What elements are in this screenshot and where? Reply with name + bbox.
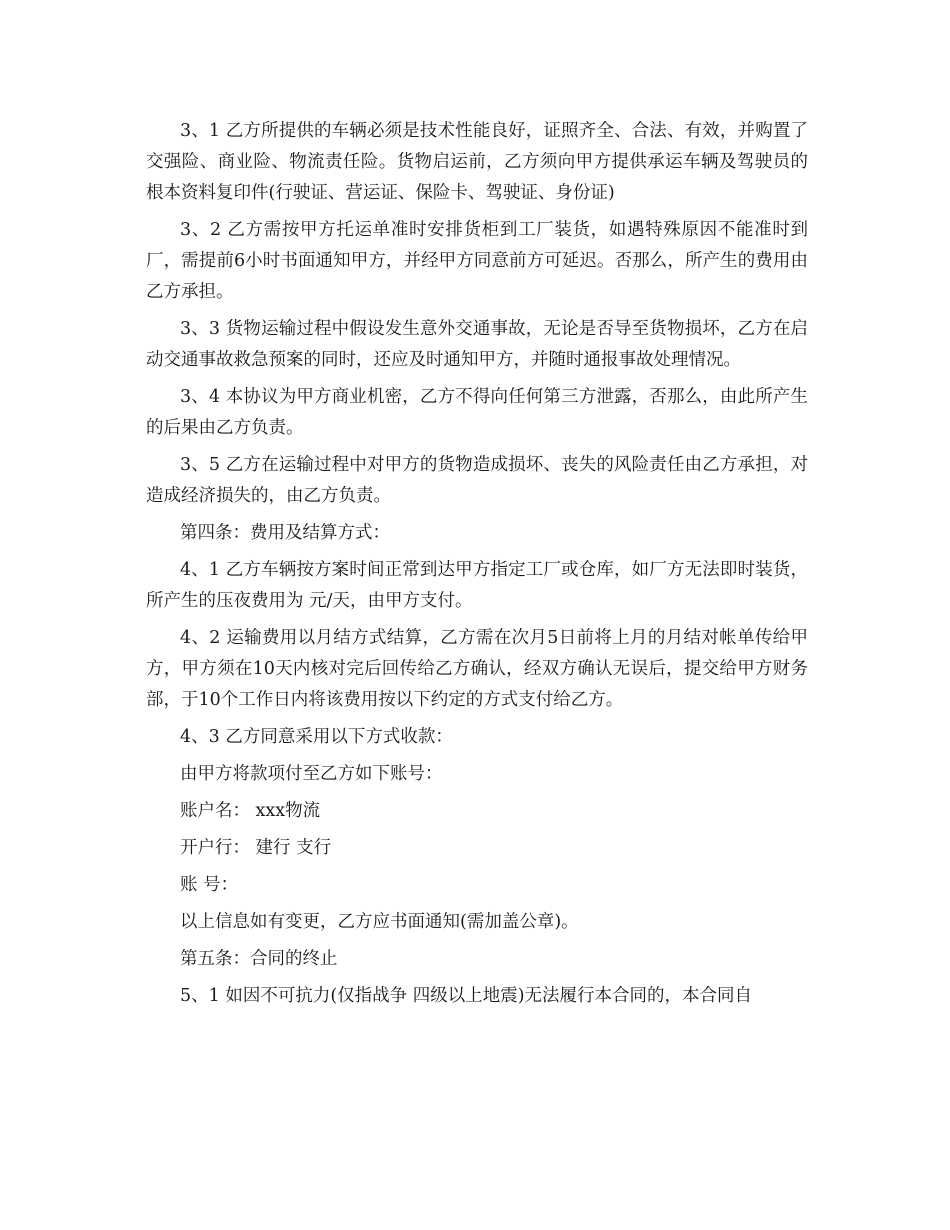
account-number: 账 号： [180, 875, 239, 895]
clause-5-1: 5、1 如因不可抗力(仅指战争 四级以上地震)无法履行本合同的，本合同自 [180, 986, 753, 1006]
clause-4-1: 4、1 乙方车辆按方案时间正常到达甲方指定工厂或仓库，如厂方无法即时装货，所产生的压夜费用为 元/天，由甲方支付。 [146, 560, 808, 611]
clause-3-4: 3、4 本协议为甲方商业机密，乙方不得向任何第三方泄露，否那么，由此所产生的后果由乙方负责。 [146, 387, 808, 438]
article-5-heading: 第五条：合同的终止 [180, 949, 338, 969]
payment-instruction: 由甲方将款项付至乙方如下账号： [180, 764, 443, 784]
bank-name: 开户行： 建行 支行 [180, 838, 332, 858]
clause-3-1: 3、1 乙方所提供的车辆必须是技术性能良好，证照齐全、合法、有效，并购置了交强险、商业险、物流责任险。货物启运前，乙方须向甲方提供承运车辆及驾驶员的根本资料复印件(行驶证、营运证、保险卡、驾驶证、身份证) [146, 121, 808, 203]
account-name: 账户名： xxx物流 [180, 801, 321, 821]
clause-4-3: 4、3 乙方同意采用以下方式收款： [180, 727, 453, 747]
clause-3-2: 3、2 乙方需按甲方托运单准时安排货柜到工厂装货，如遇特殊原因不能准时到厂，需提前6小时书面通知甲方，并经甲方同意前方可延迟。否那么，所产生的费用由乙方承担。 [146, 220, 808, 302]
clause-3-5: 3、5 乙方在运输过程中对甲方的货物造成损坏、丧失的风险责任由乙方承担，对造成经济损失的，由乙方负责。 [146, 455, 808, 506]
clause-3-3: 3、3 货物运输过程中假设发生意外交通事故，无论是否导至货物损坏，乙方在启动交通事故救急预案的同时，还应及时通知甲方，并随时通报事故处理情况。 [146, 319, 808, 370]
change-notice: 以上信息如有变更，乙方应书面通知(需加盖公章)。 [180, 912, 579, 932]
article-4-heading: 第四条：费用及结算方式： [180, 523, 390, 543]
clause-4-2: 4、2 运输费用以月结方式结算，乙方需在次月5日前将上月的月结对帐单传给甲方，甲方须在10天内核对完后回传给乙方确认，经双方确认无误后，提交给甲方财务部，于10个工作日内将该费用按以下约定的方式支付给乙方。 [146, 628, 808, 710]
document-body [146, 116, 808, 1018]
